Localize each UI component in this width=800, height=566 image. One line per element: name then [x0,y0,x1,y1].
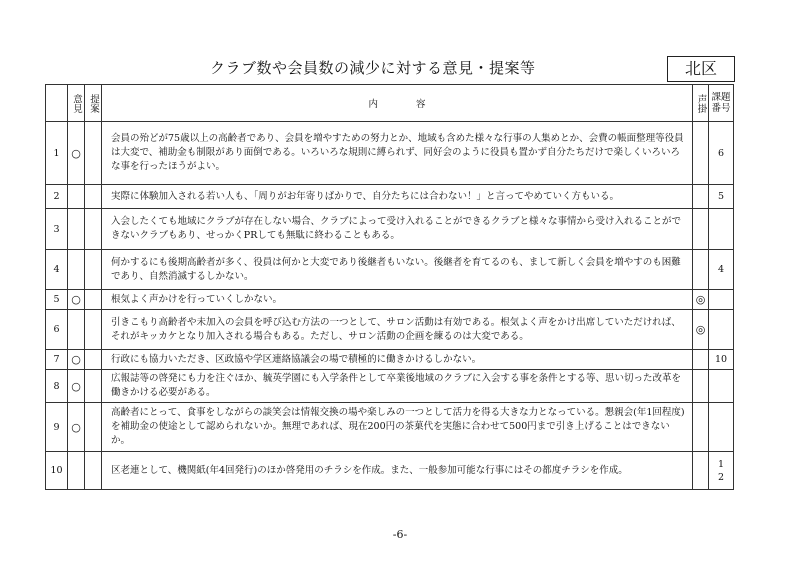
iken-mark: ○ [68,122,85,185]
issue-number: 10 [709,350,734,370]
teian-mark [85,209,102,250]
row-number: 3 [46,209,68,250]
teian-mark [85,250,102,290]
iken-mark: ○ [68,290,85,310]
area-badge: 北区 [667,56,735,82]
iken-mark [68,452,85,490]
table-row [46,350,734,370]
row-number: 7 [46,350,68,370]
koekake-mark [693,452,709,490]
row-content: 行政にも協力いただき、区政協や学区連絡協議会の場で積極的に働きかけるしかない。 [102,350,693,370]
table-row [46,310,734,350]
teian-mark [85,310,102,350]
header-teian-label: 提案 [88,93,99,113]
issue-number [709,290,734,310]
issue-number [709,310,734,350]
table-row [46,122,734,185]
table-row [46,370,734,403]
header-koekake [693,85,709,122]
header-no [46,85,68,122]
row-number: 6 [46,310,68,350]
page-number: -6- [392,528,408,541]
row-number: 2 [46,185,68,209]
koekake-mark [693,122,709,185]
table-row [46,185,734,209]
row-content: 広報誌等の啓発にも力を注ぐほか、毓英学園にも入学条件として卒業後地域のクラブに入会する事を条件とする等、思い切った改革を働きかける必要がある。 [102,370,693,403]
koekake-mark [693,370,709,403]
teian-mark [85,403,102,452]
koekake-mark: ◎ [693,290,709,310]
table-row [46,209,734,250]
teian-mark [85,185,102,209]
koekake-mark [693,185,709,209]
koekake-mark [693,350,709,370]
iken-mark: ○ [68,350,85,370]
iken-mark [68,185,85,209]
koekake-mark [693,403,709,452]
opinions-table [45,84,734,490]
header-content: 内 容 [102,85,693,122]
iken-mark [68,250,85,290]
row-number: 10 [46,452,68,490]
row-number: 4 [46,250,68,290]
row-number: 5 [46,290,68,310]
issue-number [709,370,734,403]
koekake-mark [693,250,709,290]
header-issue-no: 課題番号 [709,85,734,122]
row-content: 区老連として、機関紙(年4回発行)のほか啓発用のチラシを作成。また、一般参加可能な行事にはその都度チラシを作成。 [102,452,693,490]
row-number: 1 [46,122,68,185]
header-row [46,85,734,122]
header-iken [68,85,85,122]
iken-mark: ○ [68,370,85,403]
table-row [46,403,734,452]
teian-mark [85,350,102,370]
teian-mark [85,290,102,310]
header-teian [85,85,102,122]
row-content: 実際に体験加入される若い人も、「周りがお年寄りばかりで、自分たちには合わない！」と言ってやめていく方もいる。 [102,185,693,209]
row-content: 引きこもり高齢者や未加入の会員を呼び込む方法の一つとして、サロン活動は有効である。根気よく声をかけ出席していただければ、それがキッカケとなり加入される場合もある。ただし、サロン活動の企画を練るのは大変である。 [102,310,693,350]
row-content: 会員の殆どが75歳以上の高齢者であり、会員を増やすための努力とか、地域も含めた様々な行事の人集めとか、会費の帳面整理等役員は大変で、補助金も制限があり面倒である。いろいろな規則に縛られず、同好会のように役員も置かず自分たちだけで楽しくいろいろな事を行ったほうがよい。 [102,122,693,185]
teian-mark [85,370,102,403]
table-row [46,250,734,290]
row-content: 根気よく声かけを行っていくしかない。 [102,290,693,310]
document-title: クラブ数や会員数の減少に対する意見・提案等 [210,59,536,77]
koekake-mark [693,209,709,250]
koekake-mark: ◎ [693,310,709,350]
header-iken-label: 意見 [71,93,82,113]
issue-number: 4 [709,250,734,290]
iken-mark [68,209,85,250]
iken-mark: ○ [68,403,85,452]
row-content: 高齢者にとって、食事をしながらの談笑会は情報交換の場や楽しみの一つとして活力を得る大きな力となっている。懇親会(年1回程度)を補助金の使途として認められないか。無理であれば、現在200円の茶菓代を実態に合わせて500円まで引き上げることはできないか。 [102,403,693,452]
issue-number [709,403,734,452]
issue-number: 6 [709,122,734,185]
row-content: 何かするにも後期高齢者が多く、役員は何かと大変であり後継者もいない。後継者を育てるのも、まして新しく会員を増やすのも困難であり、自然消滅するしかない。 [102,250,693,290]
issue-number [709,209,734,250]
teian-mark [85,452,102,490]
issue-number: 5 [709,185,734,209]
header-koekake-label: 声掛 [695,93,707,113]
row-content: 入会したくても地域にクラブが存在しない場合、クラブによって受け入れることができるクラブと様々な事情から受け入れることができないクラブもあり、せっかくPRしても無駄に終わることもある。 [102,209,693,250]
row-number: 8 [46,370,68,403]
table-row [46,290,734,310]
row-number: 9 [46,403,68,452]
table-row [46,452,734,490]
teian-mark [85,122,102,185]
issue-number: 1 2 [709,452,734,490]
iken-mark [68,310,85,350]
